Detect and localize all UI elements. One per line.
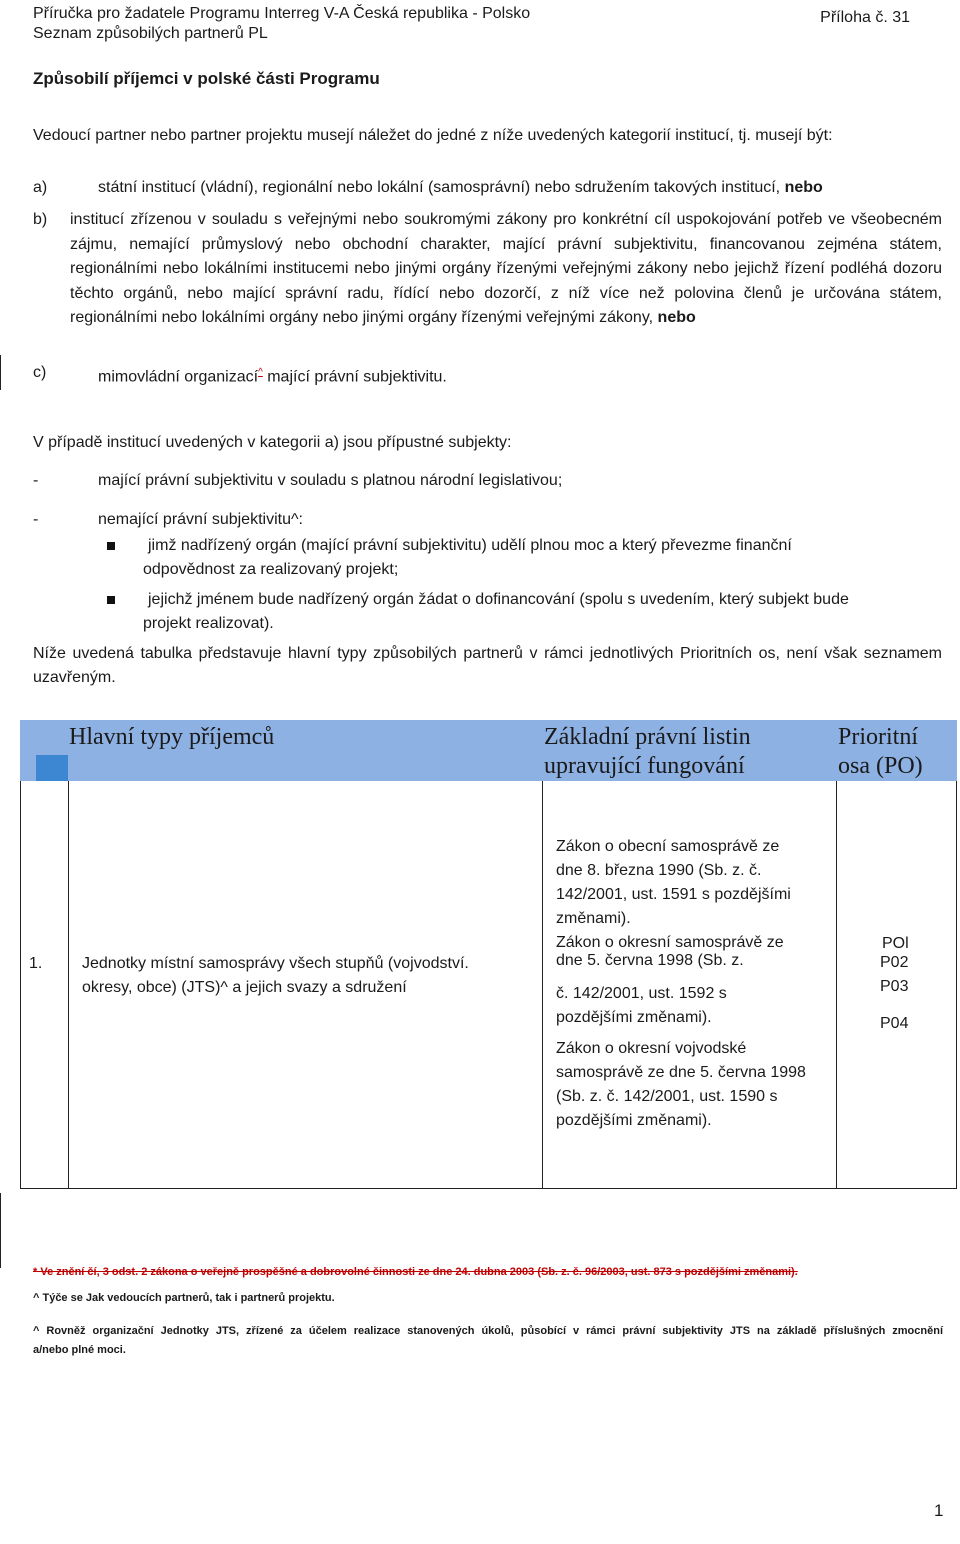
- dash-item-2: nemající právní subjektivitu^:: [98, 511, 303, 528]
- dash-marker-1: -: [33, 472, 39, 489]
- category-a-text: státní institucí (vládní), regionální nebo lokální (samosprávní) nebo sdružením takových institucí, nebo: [98, 179, 823, 196]
- footnote-1: ^ Týče se Jak vedoucích partnerů, tak i partnerů projektu.: [33, 1292, 335, 1304]
- law-line-12: pozdějšími změnami).: [556, 1112, 712, 1129]
- table-border-left: [20, 781, 21, 1189]
- table-border-col1: [68, 781, 69, 1189]
- row-type-line-2: okresy, obce) (JTS)^ a jejich svazy a sdružení: [82, 979, 407, 996]
- bullet-2-line-2: projekt realizovat).: [143, 615, 274, 632]
- col-header-axis-l2: osa (PO): [838, 753, 923, 779]
- footnote-2-line-1: ^ Rovněž organizační Jednotky JTS, zřízené za účelem realizace stanovených úkolů, působící v rámci právní subjektivity JTS na základě příslušných zmocnění: [33, 1325, 943, 1337]
- axis-po4: P04: [880, 1015, 909, 1032]
- row-type-line-1: Jednotky místní samosprávy všech stupňů (vojvodství.: [82, 955, 469, 972]
- margin-change-bar: [0, 1193, 1, 1268]
- square-bullet-icon: [107, 596, 115, 604]
- law-line-8: pozdějšími změnami).: [556, 1009, 712, 1026]
- table-border-col2: [542, 781, 543, 1189]
- col-header-types: Hlavní typy příjemců: [69, 724, 275, 750]
- table-border-right: [956, 781, 957, 1189]
- col-header-legal-l2: upravující fungování: [544, 753, 745, 779]
- axis-po1: POl: [882, 935, 909, 952]
- dash-item-1: mající právní subjektivitu v souladu s platnou národní legislativou;: [98, 472, 563, 489]
- law-line-9: Zákon o okresní vojvodské: [556, 1040, 747, 1057]
- law-line-1: Zákon o obecní samosprávě ze: [556, 838, 780, 855]
- table-intro: Níže uvedená tabulka představuje hlavní typy způsobilých partnerů v rámci jednotlivých Prioritních os, není však seznamem uzavřeným.: [33, 645, 942, 686]
- category-a-marker: a): [33, 179, 48, 196]
- bullet-1-line-2: odpovědnost za realizovaný projekt;: [143, 561, 399, 578]
- law-line-3: 142/2001, ust. 1591 s pozdějšími: [556, 886, 791, 903]
- law-line-6: dne 5. června 1998 (Sb. z.: [556, 952, 744, 969]
- law-line-10: samosprávě ze dne 5. června 1998: [556, 1064, 806, 1081]
- row-number: 1.: [29, 955, 43, 972]
- page-title: Způsobilí příjemci v polské části Programu: [33, 69, 380, 88]
- header-accent-block: [36, 755, 68, 781]
- dash-marker-2: -: [33, 511, 39, 528]
- subjects-intro: V případě institucí uvedených v kategorii a) jsou přípustné subjekty:: [33, 434, 512, 451]
- category-c-marker: c): [33, 364, 47, 381]
- category-b-text: institucí zřízenou v souladu s veřejnými nebo soukromými zákony pro konkrétní cíl uspokojování potřeb ve všeobecném zájmu, nemající průmyslový nebo obchodní charakter, mající právní subjektivitu, financovanou zejména státem, regionálními nebo lokálními institucemi nebo jinými orgány řízenými veřejnými zákony nebo jejichž řízení podléhá dozoru těchto orgánů, nebo mající správní radu, řídící nebo dozorčí, z níž více než polovina členů je určována státem, regionálními nebo lokálními orgány nebo jinými orgány řízenými veřejnými zákony, nebo: [70, 211, 942, 326]
- bullet-2-line-1: jejichž jménem bude nadřízený orgán žádat o dofinancování (spolu s uvedením, který subjekt bude: [148, 591, 849, 608]
- bullet-1-line-1: jimž nadřízený orgán (mající právní subjektivitu) udělí plnou moc a který převezme finanční: [148, 537, 792, 554]
- category-c-text: mimovládní organizací^ mající právní subjektivitu.: [98, 367, 447, 386]
- header-guide-title: Příručka pro žadatele Programu Interreg V-A Česká republika - Polsko: [33, 5, 531, 22]
- page-number: 1: [934, 1501, 944, 1520]
- axis-po3: P03: [880, 978, 909, 995]
- law-line-4: změnami).: [556, 910, 631, 927]
- margin-change-bar: [0, 355, 1, 390]
- law-line-5: Zákon o okresní samosprávě ze: [556, 934, 784, 951]
- header-appendix: Příloha č. 31: [820, 9, 910, 26]
- law-line-2: dne 8. března 1990 (Sb. z. č.: [556, 862, 762, 879]
- footnote-2-line-2: a/nebo plné moci.: [33, 1344, 126, 1356]
- col-header-legal-l1: Základní právní listin: [544, 724, 751, 750]
- col-header-axis-l1: Prioritní: [838, 724, 919, 750]
- axis-po2: P02: [880, 954, 909, 971]
- intro-paragraph: Vedoucí partner nebo partner projektu musejí náležet do jedné z níže uvedených kategorií institucí, tj. musejí být:: [33, 127, 833, 144]
- footnote-struck: * Ve znění čí, 3 odst. 2 zákona o veřejně prospěšné a dobrovolné činnosti ze dne 24. dubna 2003 (Sb. z. č. 96/2003, ust. 873 s pozdějšími změnami).: [33, 1266, 798, 1278]
- square-bullet-icon: [107, 542, 115, 550]
- header-list-title: Seznam způsobilých partnerů PL: [33, 25, 268, 42]
- table-border-col3: [836, 781, 837, 1189]
- law-line-7: č. 142/2001, ust. 1592 s: [556, 985, 727, 1002]
- category-b-marker: b): [33, 211, 48, 228]
- table-border-bottom: [20, 1188, 957, 1189]
- law-line-11: (Sb. z. č. 142/2001, ust. 1590 s: [556, 1088, 778, 1105]
